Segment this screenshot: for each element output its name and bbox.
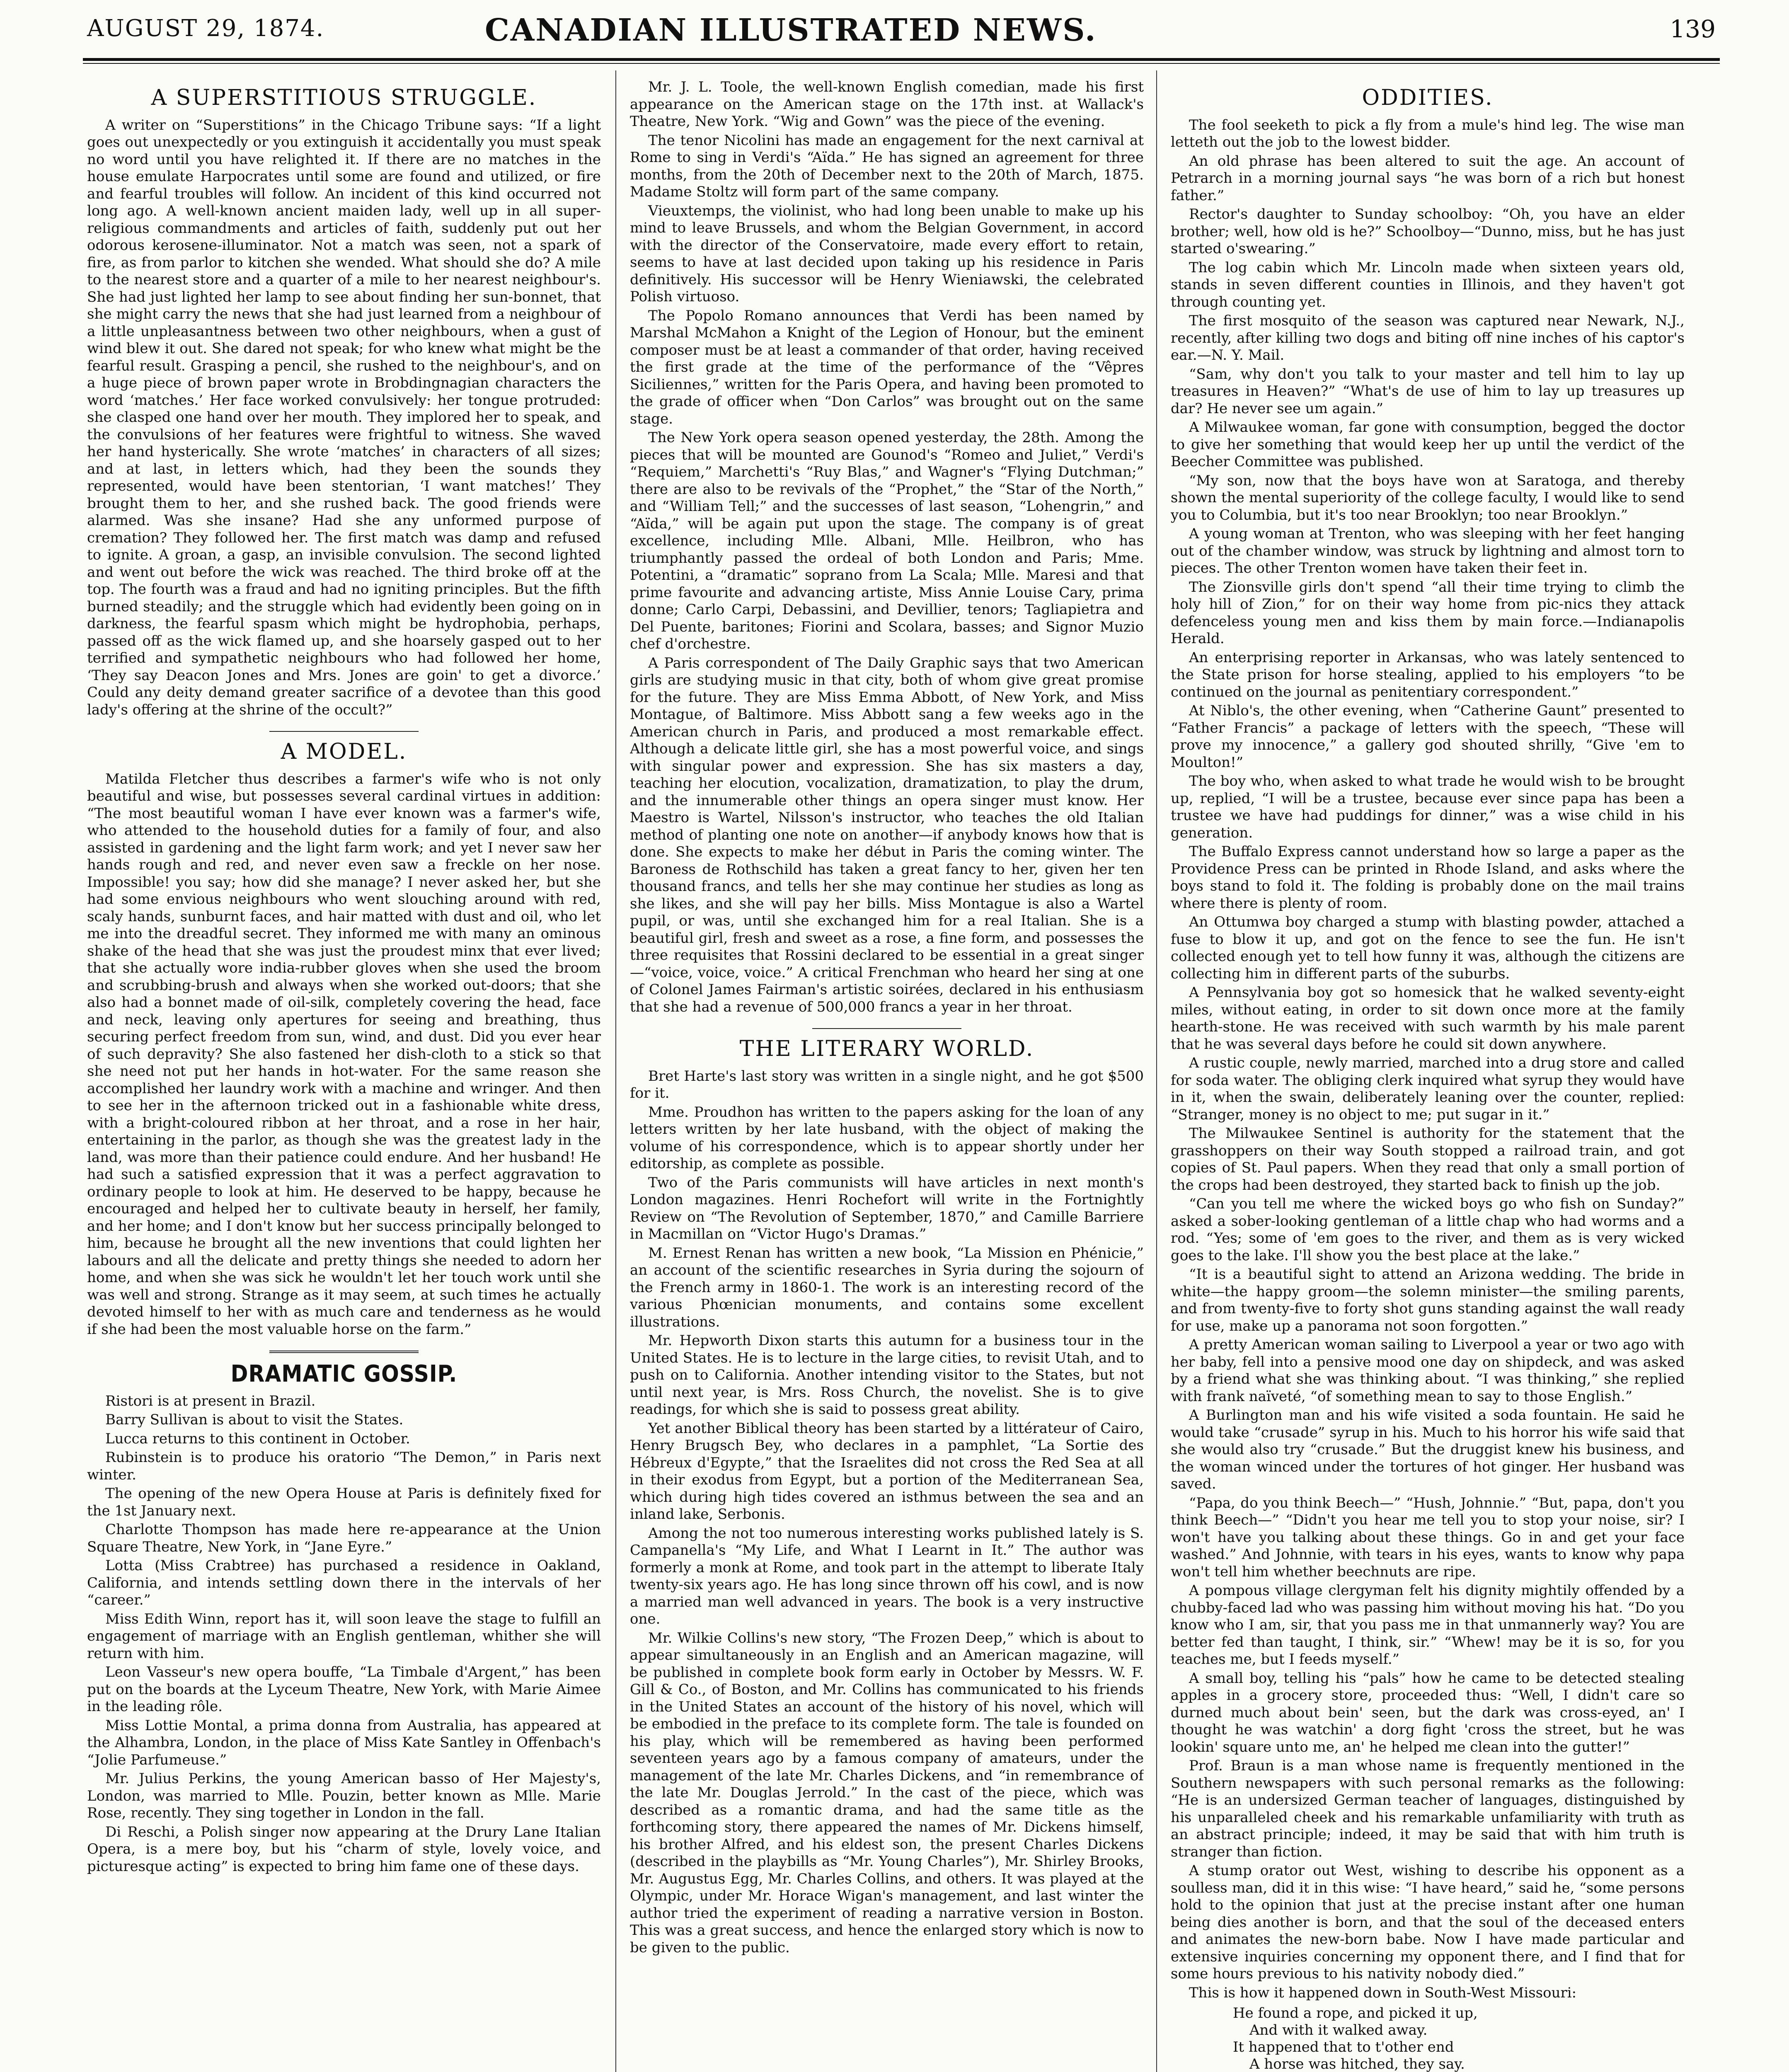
- article-a-model: [87, 739, 601, 1338]
- paragraph: “Sam, why don't you talk to your master and tell him to lay up treasures in Heaven?” “What's de use of him to lay up treasures up dar? He never see um again.”: [1171, 366, 1685, 417]
- poem-line: A horse was hitched, they say.: [1249, 2056, 1465, 2072]
- article-dramatic-gossip: [87, 1361, 601, 1875]
- paragraph: A Milwaukee woman, far gone with consumption, begged the doctor to give her something that would keep her up until the verdict of the Beecher Committee was published.: [1171, 419, 1685, 470]
- paragraph: Miss Edith Winn, report has it, will soon leave the stage to fulfill an engagement of marriage with an English gentleman, whither she will return with him.: [87, 1610, 601, 1662]
- issue-date: AUGUST 29, 1874.: [87, 15, 324, 42]
- paragraph: An Ottumwa boy charged a stump with blasting powder, attached a fuse to blow it up, and got on the fence to see the fun. He isn't collected enough yet to tell how funny it was, although the citizens are collecting him in different parts of the suburbs.: [1171, 914, 1685, 982]
- column-3: [1171, 79, 1685, 2072]
- article-separator: [269, 1351, 419, 1355]
- paragraph: A Paris correspondent of The Daily Graphic says that two American girls are studying music in that city, both of whom give great promise for the future. They are Miss Emma Abbott, of New York, and Miss Montague, of Baltimore. Miss Abbott sang a few weeks ago in the American church in Paris, and produced a most remarkable effect. Although a delicate little girl, she has a most powerful voice, and sings with singular power and expression. She has six masters a day, teaching her elocution, vocalization, dramatization, to play the drum, and the innumerable other things an opera singer must know. Her Maestro is Wartel, Nilsson's instructor, who teaches the old Italian method of planting one note on another—if anybody knows how that is done. She expects to make her début in Paris the coming winter. The Baroness de Rothschild has taken a great fancy to her, given her ten thousand francs, and tells her she may continue her studies as long as she likes, and she will pay her bills. Miss Montague is also a Wartel pupil, or was, until she exchanged him for a real Italian. She is a beautiful girl, fresh and sweet as a rose, a fine form, and possesses the three requisites that Rossini declared to be essential in a great singer—“voice, voice, voice.” A critical Frenchman who heard her sing at one of Colonel James Fairman's artistic soirées, declared in his enthusiasm that she had a revenue of 500,000 francs a year in her throat.: [630, 654, 1144, 1015]
- paragraph: Di Reschi, a Polish singer now appearing at the Drury Lane Italian Opera, is a mere boy, but his “charm of style, lovely voice, and picturesque acting” is expected to bring him fame one of these days.: [87, 1823, 601, 1875]
- article-body: [630, 1068, 1144, 1957]
- article-literary-world: [630, 1036, 1144, 1956]
- column-1: [87, 79, 601, 2072]
- paragraph: “Papa, do you think Beech—” “Hush, Johnnie.” “But, papa, don't you think Beech—” “Didn't you hear me tell you to stop your noise, sir? I won't have you talking about these things. Go in and get your face washed.” And Johnnie, with tears in his eyes, wants to know why papa won't tell him whether beechnuts are ripe.: [1171, 1494, 1685, 1580]
- article-heading: A MODEL.: [281, 739, 407, 764]
- paragraph: The boy who, when asked to what trade he would wish to be brought up, replied, “I will be a trustee, because ever since papa has been a trustee we have had puddings for dinner,” was a wise child in his generation.: [1171, 773, 1685, 841]
- paragraph: Mme. Proudhon has written to the papers asking for the loan of any letters written by her late husband, with the object of making the volume of his correspondence, which is to appear shortly under her editorship, as complete as possible.: [630, 1104, 1144, 1172]
- paragraph: Bret Harte's last story was written in a single night, and he got $500 for it.: [630, 1067, 1144, 1101]
- paragraph: The opening of the new Opera House at Paris is definitely fixed for the 1st January next.: [87, 1485, 601, 1519]
- paragraph: Mr. J. L. Toole, the well-known English comedian, made his first appearance on the American stage on the 17th inst. at Wallack's Theatre, New York. “Wig and Gown” was the piece of the evening.: [630, 79, 1144, 130]
- paragraph: Leon Vasseur's new opera bouffe, “La Timbale d'Argent,” has been put on the boards at the Lyceum Theatre, New York, with Marie Aimee in the leading rôle.: [87, 1664, 601, 1715]
- paragraph: The Buffalo Express cannot understand how so large a paper as the Providence Press can be printed in Rhode Island, and asks where the boys stand to fold it. The folding is probably done on the mail trains where there is plenty of room.: [1171, 843, 1685, 912]
- paragraph: The Milwaukee Sentinel is authority for the statement that the grasshoppers on their way South stopped a railroad train, and got copies of St. Paul papers. When they read that only a small portion of the crops had been destroyed, they started back to finish up the job.: [1171, 1125, 1685, 1193]
- poem-line: And with it walked away.: [1249, 2022, 1428, 2038]
- paragraph: Two of the Paris communists will have articles in next month's London magazines. Henri Rochefort will write in the Fortnightly Review on “The Revolution of September, 1870,” and Camille Barriere in Macmillan on “Victor Hugo's Dramas.”: [630, 1174, 1144, 1242]
- paragraph: The first mosquito of the season was captured near Newark, N.J., recently, after killing two dogs and biting off nine inches of his captor's ear.—N. Y. Mail.: [1171, 312, 1685, 363]
- page-number: 139: [1670, 15, 1716, 43]
- paragraph: At Niblo's, the other evening, when “Catherine Gaunt” presented to “Father Francis” a package of letters with the speech, “These will prove my innocence,” a gallery god shouted shrilly, “Give 'em to Moulton!”: [1171, 702, 1685, 771]
- paragraph: Ristori is at present in Brazil.: [105, 1392, 316, 1409]
- paragraph: A writer on “Superstitions” in the Chicago Tribune says: “If a light goes out unexpectedly or you extinguish it accidentally you must speak no word until you have relighted it. If there are no matches in the house emulate Harpocrates until some are found and utilized, or fire and fearful troubles will follow. An incident of this kind occurred not long ago. A well-known ancient maiden lady, well up in all super-religious commandments and articles of faith, suddenly put out her odorous kerosene-illuminator. Not a match was seen, not a spark of fire, as from parlor to kitchen she wended. What should she do? A mile to the nearest store and a quarter of a mile to her nearest neighbour's. She had just lighted her lamp to see about finding her sun-bonnet, that she might carry the news that she had just learned from a neighbour of a little unpleasantness between two other neighbours, when a gust of wind blew it out. She dared not speak; for who knew what might be the fearful result. Grasping a pencil, she rushed to the neighbour's, and on a huge piece of brown paper wrote in Brobdingnagian characters the word ‘matches.’ Her face worked convulsively: her tongue protruded: she clasped one hand over her mouth. They implored her to speak, and the convulsions of her features were frightful to witness. She waved her hand hysterically. She wrote ‘matches’ in characters of all sizes; and at last, in letters which, had they been the sounds they represented, would have been stentorian, ‘I want matches!’ They brought them to her, and she rushed back. The good friends were alarmed. Was she insane? Had she any unformed purpose of cremation? They followed her. The first match was damp and refused to ignite. A groan, a gasp, an invisible convulsion. The second lighted and went out before the wick was reached. The third broke off at the top. The fourth was a fraud and had no igniting principles. But the fifth burned steadily; and the struggle which had evidently been going on in darkness, the fearful spasm which might be hydrophobia, perhaps, passed off as the wick flamed up, and she hoarsely gasped out to her terrified and sympathetic neighbours who had followed her home, ‘They say Deacon Jones and Mrs. Jones are goin' to get a divorce.’ Could any deity demand greater sacrifice of a devotee than this good lady's offering at the shrine of the occult?”: [87, 116, 601, 718]
- paragraph: M. Ernest Renan has written a new book, “La Mission en Phénicie,” an account of the scientific researches in Syria during the sojourn of the French army in 1860-1. The work is an interesting record of the various Phœnician monuments, and contains some excellent illustrations.: [630, 1244, 1144, 1330]
- paragraph: Vieuxtemps, the violinist, who had long been unable to make up his mind to leave Brussels, and whom the Belgian Government, in accord with the director of the Conservatoire, made every effort to retain, seems to have at last decided upon taking up his residence in Paris definitively. His successor will be Henry Wieniawski, the celebrated Polish virtuoso.: [630, 202, 1144, 305]
- paragraph: Lotta (Miss Crabtree) has purchased a residence in Oakland, California, and intends settling down there in the intervals of her “career.”: [87, 1557, 601, 1608]
- article-heading: THE LITERARY WORLD.: [739, 1036, 1034, 1061]
- newspaper-title: CANADIAN ILLUSTRATED NEWS.: [485, 12, 1097, 48]
- article-separator: [812, 1028, 961, 1029]
- paragraph: The fool seeketh to pick a fly from a mule's hind leg. The wise man letteth out the job to the lowest bidder.: [1171, 116, 1685, 150]
- paragraph: A stump orator out West, wishing to describe his opponent as a soulless man, did it in this wise: “I have heard,” said he, “some persons hold to the opinion that just at the precise instant after one human being dies another is born, and that the soul of the deceased enters and animates the new-born babe. Now I have made particular and extensive inquiries concerning my opponent there, and I find that for some hours previous to his nativity nobody died.”: [1171, 1862, 1685, 1982]
- article-heading: A SUPERSTITIOUS STRUGGLE.: [151, 85, 537, 110]
- column-divider: [1156, 70, 1157, 2072]
- paragraph: This is how it happened down in South-West Missouri:: [1189, 1984, 1577, 2001]
- paragraph: “Can you tell me where the wicked boys go who fish on Sunday?” asked a sober-looking gentleman of a little chap who had worms and a rod. “Yes; some of 'em goes to the river, and them as is very wicked goes to the lake. I'll show you the best place at the lake.”: [1171, 1196, 1685, 1264]
- paragraph: Matilda Fletcher thus describes a farmer's wife who is not only beautiful and wise, but possesses several cardinal virtues in addition: “The most beautiful woman I have ever known was a farmer's wife, who attended to the household duties for a family of four, and also assisted in gardening and the light farm work; and yet I never saw her hands rough and red, and never even saw a freckle on her nose. Impossible! you say; how did she manage? I never asked her, but she had some envious neighbours who went slouching around with red, scaly hands, sunburnt faces, and hair matted with dust and oil, who let me into the dreadful secret. They informed me with many an ominous shake of the head that she was just the proudest minx that ever lived; that she actually wore india-rubber gloves when she used the broom and scrubbing-brush and always when she worked out-doors; that she also had a bonnet made of oil-silk, completely covering the head, face and neck, leaving only apertures for seeing and breathing, thus securing perfect freedom from sun, wind, and dust. Did you ever hear of such depravity? She also fastened her dish-cloth to a stick so that she need not put her hands in hot-water. For the same reason she accomplished her laundry work with a machine and wringer. And then to see her in the afternoon tricked out in a fashionable white dress, with a bright-coloured ribbon at her throat, and a rose in her hair, entertaining in the parlor, as though she was the greatest lady in the land, was more than their patience could endure. And her husband! He had such a satisfied expression that it was a perfect aggravation to ordinary people to look at him. He deserved to be happy, because he encouraged and helped her to cultivate beauty in herself, her family, and her home; and I don't know but her success principally belonged to him, because he brought all the new inventions that could lighten her labours and all the delicate and pretty things she needed to adorn her home, and when she was sick he wouldn't let her touch work until she was well and strong. Strange as it may seem, at such times he actually devoted himself to her with as much care and tenderness as he would if she had been the most valuable horse on the farm.”: [87, 770, 601, 1338]
- article-heading: DRAMATIC GOSSIP.: [230, 1360, 458, 1387]
- paragraph: The New York opera season opened yesterday, the 28th. Among the pieces that will be mounted are Gounod's “Romeo and Juliet,” Verdi's “Requiem,” Marchetti's “Ruy Blas,” and Wagner's “Flying Dutchman;” there are also to be revivals of the “Prophet,” the “Star of the North,” and “William Tell;” and the successes of last season, “Lohengrin,” and “Aïda,” will be again put upon the stage. The company is of great excellence, including Mlle. Albani, Mlle. Heilbron, who has triumphantly passed the ordeal of both London and Paris; Mme. Potentini, a “dramatic” soprano from La Scala; Mlle. Maresi and that prime favourite and advancing artiste, Miss Annie Louise Cary, prima donne; Carlo Carpi, Debassini, and Devillier, tenors; Tagliapietra and Del Puente, baritones; Fiorini and Scolara, basses; and Signor Muzio chef d'orchestre.: [630, 429, 1144, 652]
- article-heading: ODDITIES.: [1362, 85, 1494, 110]
- paragraph: The Popolo Romano announces that Verdi has been named by Marshal McMahon a Knight of the Legion of Honour, but the eminent composer must be at least a commander of that order, having received the first grade at the time of the performance of the “Vêpres Siciliennes,” written for the Paris Opera, and having been promoted to the grade of officer when “Don Carlos” was brought out on the same stage.: [630, 307, 1144, 427]
- header-rule-thin: [83, 63, 1720, 64]
- article-superstitious-struggle: [87, 85, 601, 719]
- paragraph: A Pennsylvania boy got so homesick that he walked seventy-eight miles, without eating, in order to sit down once more at the family hearth-stone. He was received with such warmth by his male parent that he was several days before he could sit down anywhere.: [1171, 984, 1685, 1053]
- paragraph: Lucca returns to this continent in October.: [105, 1430, 410, 1447]
- paragraph: A rustic couple, newly married, marched into a drug store and called for soda water. The obliging clerk inquired what syrup they would have in it, when the swain, deliberately leaning over the counter, replied: “Stranger, money is no object to me; put sugar in it.”: [1171, 1055, 1685, 1123]
- paragraph: A young woman at Trenton, who was sleeping with her feet hanging out of the chamber window, was struck by lightning and almost torn to pieces. The other Trenton women have taken their feet in.: [1171, 525, 1685, 576]
- paragraph: An enterprising reporter in Arkansas, who was lately sentenced to the State prison for horse stealing, applied to his employers “to be continued on the journal as penitentiary correspondent.”: [1171, 649, 1685, 700]
- paragraph: Mr. Hepworth Dixon starts this autumn for a business tour in the United States. He is to lecture in the large cities, to revisit Utah, and to push on to California. Another intending visitor to the States, but not until next year, is Mrs. Ross Church, the novelist. She is to give readings, for which she is said to possess great ability.: [630, 1332, 1144, 1418]
- paragraph: A small boy, telling his “pals” how he came to be detected stealing apples in a grocery store, proceeded thus: “Well, I didn't care so durned much about bein' seen, but the dark was cross-eyed, an' I thought he was watchin' a dorg fight 'cross the street, but he was lookin' square unto me, an' he helped me clean into the gutter!”: [1171, 1670, 1685, 1755]
- paragraph: Mr. Wilkie Collins's new story, “The Frozen Deep,” which is about to appear simultaneously in an English and an American magazine, will be published in complete book form early in October by Messrs. W. F. Gill & Co., of Boston, and Mr. Collins has communicated to his friends in the United States an account of the history of his novel, which will be embodied in the preface to its complete form. The tale is founded on his play, which will be remembered as having been performed seventeen years ago by a famous company of amateurs, under the management of the late Mr. Charles Dickens, and “in remembrance of the late Mr. Douglas Jerrold.” In the cast of the piece, which was described as a romantic drama, and had the same title as the forthcoming story, there appeared the names of Mr. Dickens himself, his brother Alfred, and his eldest son, the present Charles Dickens (described in the playbills as “Mr. Young Charles”), Mr. Shirley Brooks, Mr. Augustus Egg, Mr. Charles Collins, and others. It was played at the Olympic, under Mr. Horace Wigan's management, and last winter the author tried the experiment of reading a narrative version in Boston. This was a great success, and hence the enlarged story which is now to be given to the public.: [630, 1629, 1144, 1956]
- paragraph: Mr. Julius Perkins, the young American basso of Her Majesty's, London, was married to Mlle. Pouzin, better known as Mlle. Marie Rose, recently. They sing together in London in the fall.: [87, 1770, 601, 1821]
- article-body: [87, 117, 601, 719]
- article-body: [87, 771, 601, 1339]
- column-2: [630, 79, 1144, 2072]
- paragraph: Yet another Biblical theory has been started by a littérateur of Cairo, Henry Brugsch Bey, who declares in a pamphlet, “La Sortie des Hébreux d'Egypte,” that the Israelites did not cross the Red Sea at all in their exodus from Egypt, but a portion of the Mediterranean Sea, which during high tides covered an isthmus between the sea and an inland lake, Serbonis.: [630, 1420, 1144, 1523]
- paragraph: Prof. Braun is a man whose name is frequently mentioned in the Southern newspapers with such personal remarks as the following: “He is an undersized German teacher of languages, distinguished by his unparalleled cheek and his remarkable unfamiliarity with truth as an abstract principle; indeed, it may be said that with him truth is stranger than fiction.: [1171, 1757, 1685, 1860]
- paragraph: Charlotte Thompson has made here re-appearance at the Union Square Theatre, New York, in “Jane Eyre.”: [87, 1521, 601, 1555]
- paragraph: An old phrase has been altered to suit the age. An account of Petrarch in a morning journal says “he was born of a rich but honest father.”: [1171, 152, 1685, 204]
- article-separator: [269, 731, 419, 732]
- paragraph: A pretty American woman sailing to Liverpool a year or two ago with her baby, fell into a pensive mood one day on shipdeck, and was asked by a friend what she was thinking about. “I was thinking,” she replied with frank naïveté, “of something mean to say to those English.”: [1171, 1336, 1685, 1405]
- article-oddities: [1171, 85, 1685, 2072]
- paragraph: “It is a beautiful sight to attend an Arizona wedding. The bride in white—the happy groom—the solemn minister—the smiling parents, and from twenty-five to forty shot guns standing against the wall ready for use, make up a panorama not soon forgotten.”: [1171, 1266, 1685, 1334]
- paragraph: Barry Sullivan is about to visit the States.: [105, 1411, 404, 1428]
- paragraph: “My son, now that the boys have won at Saratoga, and thereby shown the mental superiority of the college faculty, I would like to send you to Columbia, but it's too near Brooklyn; too near Brooklyn.”: [1171, 472, 1685, 523]
- paragraph: A Burlington man and his wife visited a soda fountain. He said he would take “crusade” syrup in his. Much to his horror his wife said that she would also try “crusade.” But the druggist knew his business, and the woman winced under the tortures of hot ginger. Her husband was saved.: [1171, 1407, 1685, 1492]
- paragraph: Miss Lottie Montal, a prima donna from Australia, has appeared at the Alhambra, London, in the place of Miss Kate Santley in Offenbach's “Jolie Parfumeuse.”: [87, 1717, 601, 1768]
- paragraph: Rubinstein is to produce his oratorio “The Demon,” in Paris next winter.: [87, 1449, 601, 1483]
- poem: [1171, 2005, 1685, 2072]
- article-body: [87, 1393, 601, 1876]
- paragraph: Among the not too numerous interesting works published lately is S. Campanella's “My Life, and What I Learnt in It.” The author was formerly a monk at Rome, and took part in the attempt to liberate Italy twenty-six years ago. He has long since thrown off his cowl, and is now a married man well advanced in years. The book is a very instructive one.: [630, 1525, 1144, 1627]
- poem-line: It happened that to t'other end: [1233, 2039, 1454, 2055]
- column-divider: [615, 70, 616, 2072]
- paragraph: The Zionsville girls don't spend “all their time trying to climb the holy hill of Zion,” for on their way home from pic-nics they attack defenceless young men and kiss them by main force.—Indianapolis Herald.: [1171, 579, 1685, 647]
- paragraph: The tenor Nicolini has made an engagement for the next carnival at Rome to sing in Verdi's “Aïda.” He has signed an agreement for three months, from the 20th of December next to the 20th of March, 1875. Madame Stoltz will form part of the same company.: [630, 132, 1144, 200]
- paragraph: Rector's daughter to Sunday schoolboy: “Oh, you have an elder brother; well, how old is he?” Schoolboy—“Dunno, miss, but he has just started o'swearing.”: [1171, 206, 1685, 257]
- paragraph: The log cabin which Mr. Lincoln made when sixteen years old, stands in seven different counties in Illinois, and they haven't got through counting yet.: [1171, 259, 1685, 310]
- header-rule: [83, 58, 1720, 61]
- paragraph: A pompous village clergyman felt his dignity mightily offended by a chubby-faced lad who was passing him without moving his hat. “Do you know who I am, sir, that you pass me in that unmannerly way? You are better fed than taught, I think, sir.” “Whew! may be it is so, for you teaches me, but I feeds myself.”: [1171, 1582, 1685, 1668]
- article-dramatic-gossip-continued: [630, 79, 1144, 1016]
- masthead: [87, 12, 1716, 54]
- article-body: [1171, 117, 1685, 2072]
- poem-line: He found a rope, and picked it up,: [1233, 2005, 1478, 2021]
